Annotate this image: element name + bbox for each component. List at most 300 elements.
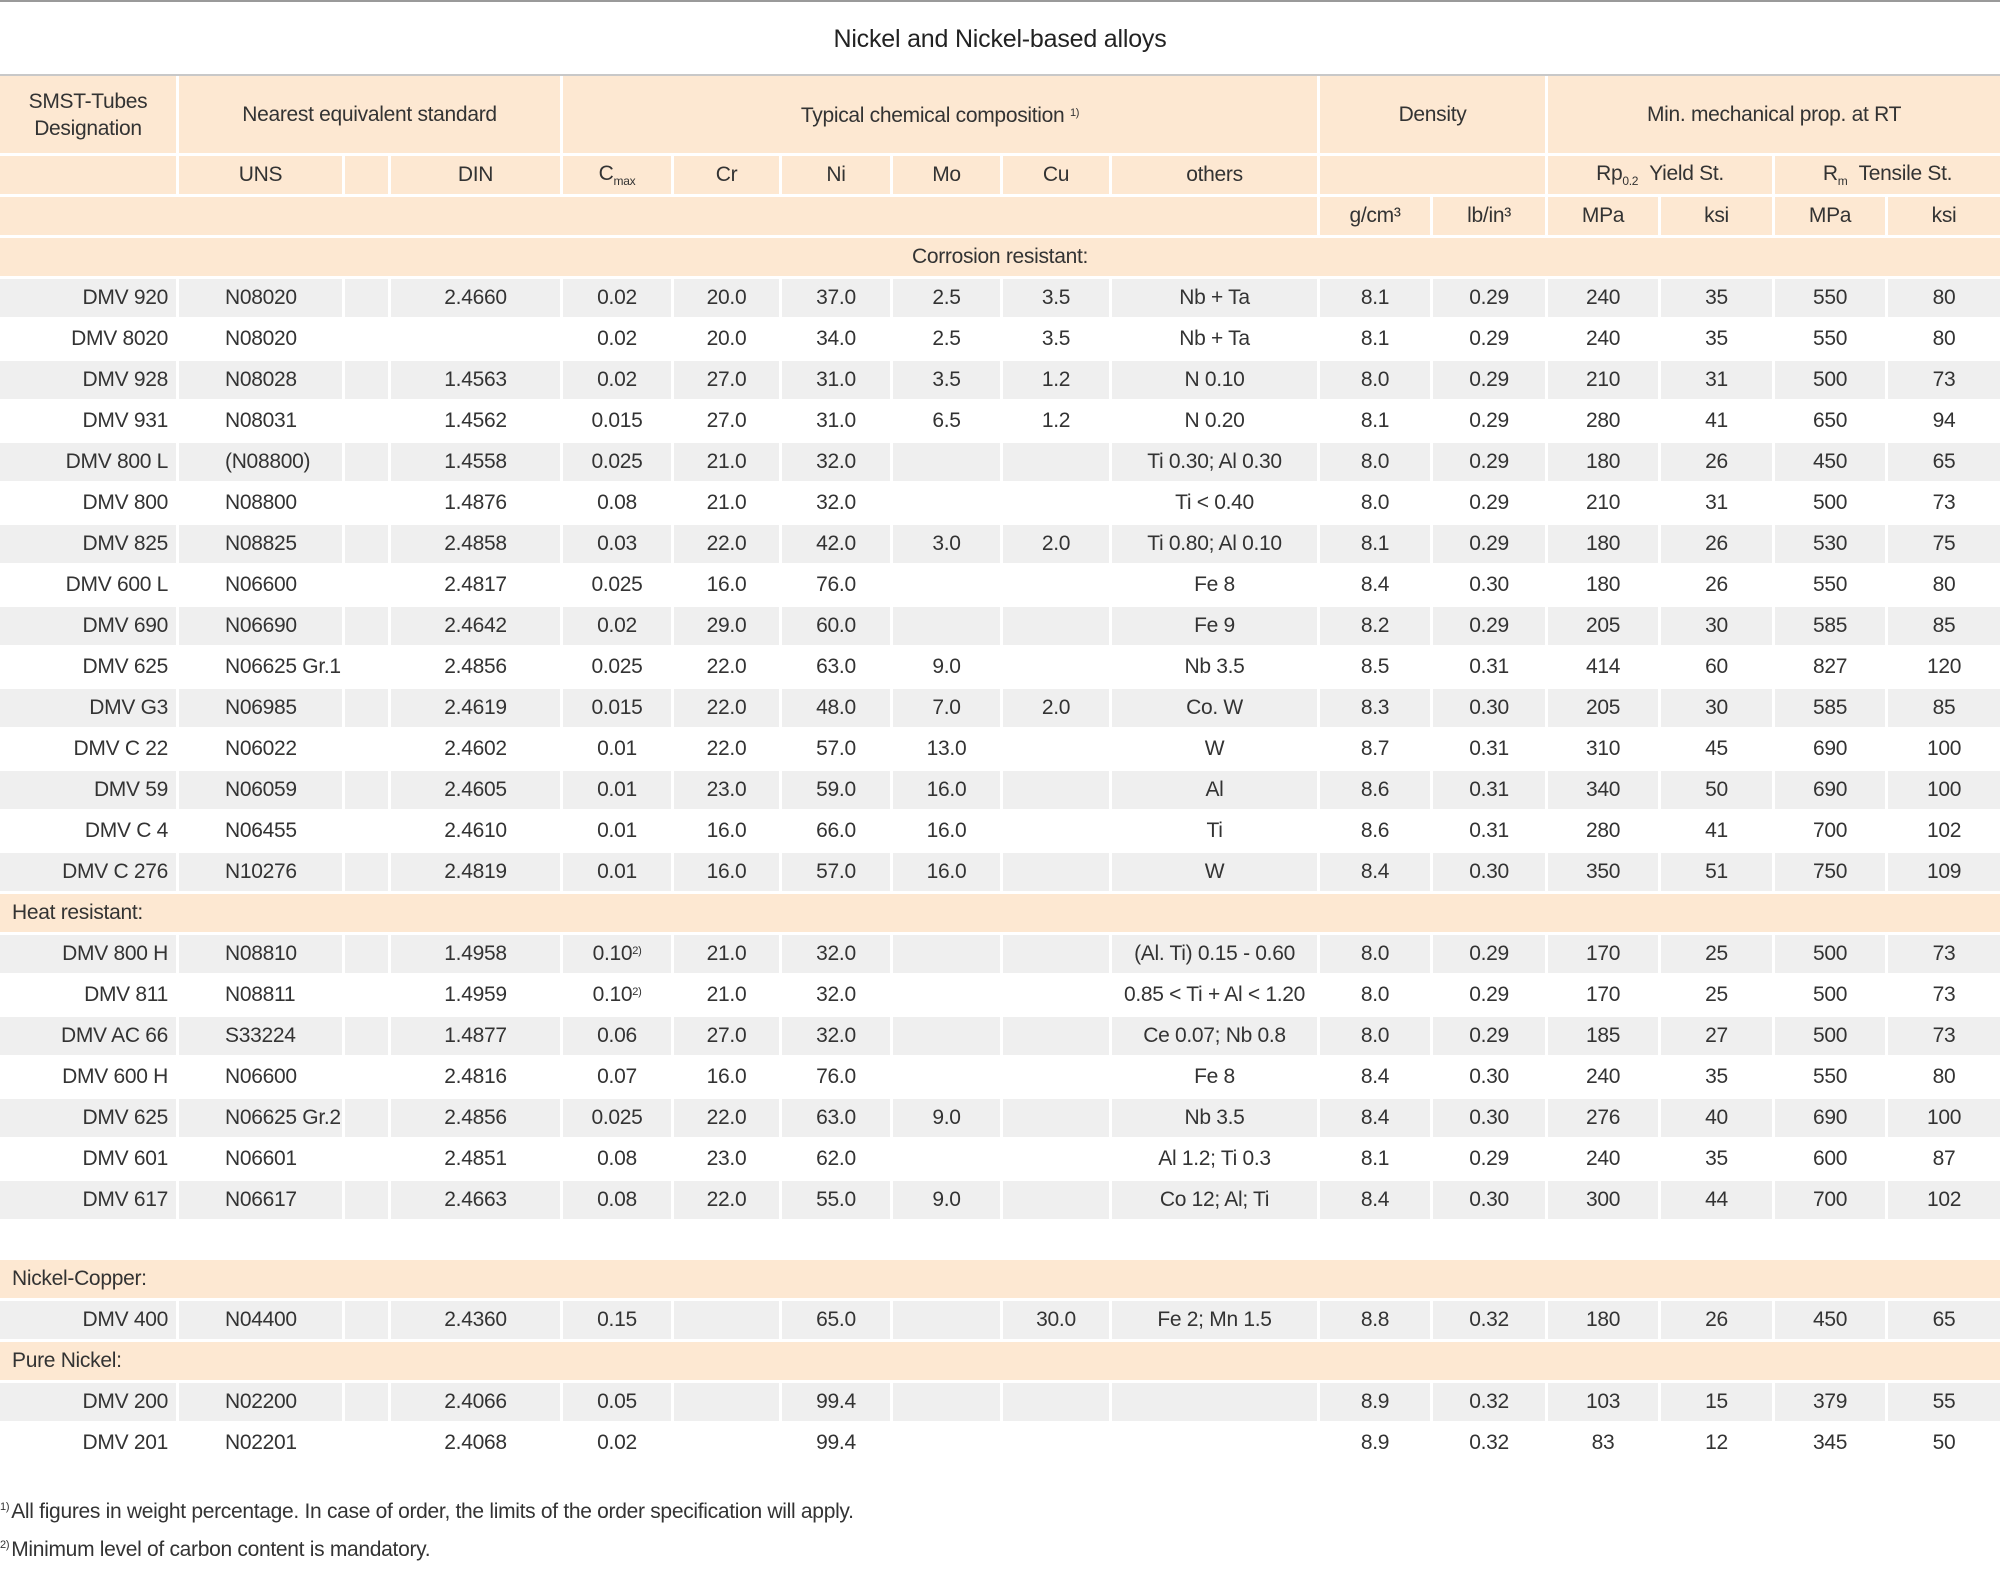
tensile-mpa-cell-value: 500 bbox=[1812, 942, 1848, 965]
carbon-cell-value: 0.05 bbox=[597, 1390, 637, 1413]
din-cell bbox=[391, 935, 563, 976]
tensile-mpa-cell-value: 700 bbox=[1812, 1188, 1848, 1211]
others-cell bbox=[1112, 484, 1320, 525]
footnote-mark: 2) bbox=[632, 945, 642, 957]
din-cell bbox=[391, 279, 563, 320]
tensile-mpa-cell bbox=[1775, 361, 1888, 402]
carbon-cell-value: 0.015 bbox=[591, 696, 643, 719]
copper-cell bbox=[1003, 1383, 1112, 1424]
designation-cell bbox=[0, 935, 179, 976]
chromium-cell-value: 22.0 bbox=[706, 696, 747, 719]
yield-ksi-cell bbox=[1661, 689, 1775, 730]
chromium-cell-value: 23.0 bbox=[706, 1147, 747, 1170]
table-row bbox=[0, 525, 2000, 566]
yield-ksi-cell-value: 26 bbox=[1705, 450, 1728, 473]
density-lbin-cell bbox=[1433, 976, 1548, 1017]
din-cell bbox=[391, 1301, 563, 1342]
designation-cell-value: DMV G3 bbox=[89, 696, 168, 719]
designation-cell bbox=[0, 1301, 179, 1342]
tensile-mpa-cell-value: 379 bbox=[1812, 1390, 1848, 1413]
yield-mpa-cell-value: 210 bbox=[1585, 491, 1621, 514]
designation-cell bbox=[0, 484, 179, 525]
tensile-mpa-cell-value: 500 bbox=[1812, 491, 1848, 514]
molybdenum-cell bbox=[893, 607, 1003, 648]
uns-cell bbox=[179, 853, 345, 894]
nickel-cell bbox=[782, 279, 893, 320]
density-gcm-cell bbox=[1320, 320, 1433, 361]
designation-cell-value: DMV 625 bbox=[82, 655, 168, 678]
spacer-cell bbox=[345, 812, 391, 853]
others-cell bbox=[1112, 361, 1320, 402]
carbon-cell bbox=[563, 1424, 674, 1465]
density-lbin-cell bbox=[1433, 1058, 1548, 1099]
spacer-cell bbox=[345, 1383, 391, 1424]
nickel-cell-value: 32.0 bbox=[816, 1024, 856, 1047]
alloy-table bbox=[0, 76, 2000, 1465]
carbon-cell bbox=[563, 648, 674, 689]
chromium-cell bbox=[674, 1099, 782, 1140]
designation-cell-value: DMV 800 H bbox=[62, 942, 168, 965]
table-row bbox=[0, 730, 2000, 771]
table-row bbox=[0, 402, 2000, 443]
designation-cell-value: DMV AC 66 bbox=[60, 1024, 168, 1047]
nickel-cell bbox=[782, 853, 893, 894]
density-gcm-cell bbox=[1320, 1383, 1433, 1424]
uns-cell bbox=[179, 648, 345, 689]
others-cell bbox=[1112, 320, 1320, 361]
tensile-mpa-cell bbox=[1775, 730, 1888, 771]
carbon-cell bbox=[563, 484, 674, 525]
uns-cell bbox=[179, 812, 345, 853]
table-row bbox=[0, 607, 2000, 648]
tensile-ksi-cell bbox=[1888, 566, 2000, 607]
yield-ksi-cell bbox=[1661, 1099, 1775, 1140]
yield-ksi-cell bbox=[1661, 1058, 1775, 1099]
molybdenum-cell-value: 9.0 bbox=[932, 1106, 961, 1129]
yield-mpa-cell bbox=[1548, 648, 1661, 689]
designation-cell-value: DMV 931 bbox=[82, 409, 168, 432]
tensile-ksi-cell-value: 73 bbox=[1932, 942, 1956, 965]
molybdenum-cell bbox=[893, 1301, 1003, 1342]
cr-header: Cr bbox=[674, 156, 782, 197]
tensile-ksi-cell-value: 65 bbox=[1932, 450, 1956, 473]
din-cell-value: 2.4851 bbox=[444, 1147, 507, 1170]
table-row bbox=[0, 1099, 2000, 1140]
copper-cell bbox=[1003, 1301, 1112, 1342]
carbon-cell bbox=[563, 1301, 674, 1342]
tensile-mpa-cell bbox=[1775, 1383, 1888, 1424]
molybdenum-cell bbox=[893, 730, 1003, 771]
chromium-cell bbox=[674, 525, 782, 566]
chromium-cell bbox=[674, 935, 782, 976]
density-gcm-cell bbox=[1320, 1058, 1433, 1099]
din-cell bbox=[391, 1017, 563, 1058]
yield-ksi-cell-value: 44 bbox=[1705, 1188, 1728, 1211]
yield-ksi-cell-value: 40 bbox=[1705, 1106, 1728, 1129]
yield-ksi-cell-value: 26 bbox=[1705, 1308, 1728, 1331]
uns-cell-value: N06985 bbox=[225, 696, 297, 719]
yield-ksi-cell-value: 31 bbox=[1705, 491, 1728, 514]
nickel-cell bbox=[782, 1099, 893, 1140]
tensile-ksi-cell bbox=[1888, 976, 2000, 1017]
tensile-mpa-cell bbox=[1775, 689, 1888, 730]
section-header-row bbox=[0, 1260, 2000, 1301]
yield-mpa-cell-value: 240 bbox=[1585, 1147, 1621, 1170]
yield-mpa-cell bbox=[1548, 812, 1661, 853]
uns-cell bbox=[179, 1424, 345, 1465]
density-gcm-cell-value: 8.4 bbox=[1360, 573, 1390, 596]
yield-ksi-cell bbox=[1661, 320, 1775, 361]
density-lbin-cell bbox=[1433, 320, 1548, 361]
din-cell-value: 2.4663 bbox=[444, 1188, 507, 1211]
density-gcm-cell-value: 8.0 bbox=[1360, 450, 1390, 473]
chromium-cell-value: 16.0 bbox=[706, 819, 747, 842]
copper-cell-value: 3.5 bbox=[1041, 327, 1071, 350]
yield-ksi-cell bbox=[1661, 935, 1775, 976]
uns-cell-value: N04400 bbox=[225, 1308, 297, 1331]
uns-cell-value: N08800 bbox=[225, 491, 297, 514]
chromium-cell bbox=[674, 1181, 782, 1222]
others-header: others bbox=[1112, 156, 1320, 197]
density-lbin-cell bbox=[1433, 1140, 1548, 1181]
density-header: Density bbox=[1320, 76, 1548, 156]
din-cell-value: 2.4066 bbox=[444, 1390, 507, 1413]
top-rule bbox=[0, 0, 2000, 2]
tensile-ksi-cell-value: 102 bbox=[1926, 1188, 1962, 1211]
designation-cell bbox=[0, 853, 179, 894]
yield-mpa-cell bbox=[1548, 525, 1661, 566]
density-lbin-cell bbox=[1433, 443, 1548, 484]
copper-cell bbox=[1003, 935, 1112, 976]
section-label: Nickel-Copper: bbox=[0, 1260, 2000, 1301]
tensile-ksi-cell-value: 73 bbox=[1932, 983, 1956, 1006]
nickel-cell-value: 48.0 bbox=[816, 696, 856, 719]
yield-mpa-cell bbox=[1548, 771, 1661, 812]
din-cell bbox=[391, 484, 563, 525]
din-cell-value: 1.4563 bbox=[444, 368, 507, 391]
tensile-ksi-cell-value: 100 bbox=[1926, 737, 1962, 760]
tensile-mpa-cell-value: 530 bbox=[1812, 532, 1848, 555]
nickel-cell-value: 99.4 bbox=[816, 1390, 856, 1413]
spacer-cell bbox=[345, 1301, 391, 1342]
carbon-cell bbox=[563, 525, 674, 566]
molybdenum-cell-value: 7.0 bbox=[932, 696, 961, 719]
uns-cell bbox=[179, 607, 345, 648]
din-cell-value: 1.4958 bbox=[444, 942, 507, 965]
nickel-cell bbox=[782, 566, 893, 607]
spacer-cell bbox=[345, 730, 391, 771]
copper-cell bbox=[1003, 607, 1112, 648]
yield-ksi-cell bbox=[1661, 771, 1775, 812]
spacer-cell bbox=[345, 525, 391, 566]
yield-ksi-cell bbox=[1661, 853, 1775, 894]
density-lbin-cell bbox=[1433, 935, 1548, 976]
molybdenum-cell-value: 3.5 bbox=[932, 368, 961, 391]
uns-cell-value: N02201 bbox=[225, 1431, 297, 1454]
nickel-cell bbox=[782, 443, 893, 484]
density-lbin-cell bbox=[1433, 1383, 1548, 1424]
spacer-cell bbox=[345, 1058, 391, 1099]
tensile-mpa-cell bbox=[1775, 853, 1888, 894]
yield-ksi-cell-value: 26 bbox=[1705, 532, 1728, 555]
density-gcm-cell bbox=[1320, 566, 1433, 607]
yield-ksi-cell bbox=[1661, 1424, 1775, 1465]
molybdenum-cell bbox=[893, 566, 1003, 607]
chromium-cell bbox=[674, 1140, 782, 1181]
yield-mpa-cell-value: 170 bbox=[1585, 983, 1621, 1006]
copper-cell-value: 30.0 bbox=[1036, 1308, 1076, 1331]
density-gcm-cell-value: 8.4 bbox=[1360, 1106, 1390, 1129]
spacer-cell bbox=[345, 771, 391, 812]
others-cell-value: Nb 3.5 bbox=[1184, 1106, 1245, 1129]
density-lbin-cell bbox=[1433, 648, 1548, 689]
spacer-cell bbox=[345, 1017, 391, 1058]
nickel-cell bbox=[782, 1017, 893, 1058]
empty-header-cell bbox=[0, 197, 1320, 238]
chromium-cell-value: 22.0 bbox=[706, 532, 747, 555]
others-cell bbox=[1112, 566, 1320, 607]
chromium-cell bbox=[674, 976, 782, 1017]
designation-cell bbox=[0, 607, 179, 648]
designation-cell bbox=[0, 525, 179, 566]
yield-mpa-cell bbox=[1548, 1140, 1661, 1181]
density-lbin-cell bbox=[1433, 607, 1548, 648]
chromium-cell bbox=[674, 1383, 782, 1424]
copper-cell bbox=[1003, 853, 1112, 894]
chromium-cell bbox=[674, 361, 782, 402]
yield-ksi-cell bbox=[1661, 1301, 1775, 1342]
tensile-mpa-cell bbox=[1775, 1424, 1888, 1465]
others-cell-value: Nb + Ta bbox=[1179, 286, 1250, 309]
density-lbin-cell bbox=[1433, 361, 1548, 402]
tensile-mpa-cell bbox=[1775, 484, 1888, 525]
chromium-cell-value: 16.0 bbox=[706, 860, 747, 883]
tensile-ksi-cell bbox=[1888, 1099, 2000, 1140]
density-gcm-cell-value: 8.4 bbox=[1360, 860, 1390, 883]
yield-ksi-cell-value: 27 bbox=[1705, 1024, 1728, 1047]
others-cell-value: Fe 8 bbox=[1194, 1065, 1235, 1088]
uns-cell-value: N06022 bbox=[225, 737, 297, 760]
yield-mpa-cell-value: 280 bbox=[1585, 819, 1621, 842]
others-cell-value: Fe 8 bbox=[1194, 573, 1235, 596]
yield-ksi-cell-value: 15 bbox=[1705, 1390, 1728, 1413]
density-lbin-cell bbox=[1433, 402, 1548, 443]
table-row bbox=[0, 566, 2000, 607]
density-gcm-cell-value: 8.9 bbox=[1360, 1431, 1390, 1454]
tensile-ksi-cell bbox=[1888, 1424, 2000, 1465]
yield-mpa-cell bbox=[1548, 607, 1661, 648]
copper-cell bbox=[1003, 689, 1112, 730]
carbon-cell-value: 0.015 bbox=[591, 409, 643, 432]
density-gcm-cell bbox=[1320, 1017, 1433, 1058]
density-gcm-cell bbox=[1320, 1424, 1433, 1465]
footnote-1: $^{1)}$All figures in weight percentage. In case of order, the limits of the order specification will apply. bbox=[0, 1500, 854, 1523]
molybdenum-cell-value: 9.0 bbox=[932, 655, 961, 678]
yield-ksi-cell-value: 30 bbox=[1705, 614, 1728, 637]
uns-cell-value: N06600 bbox=[225, 573, 297, 596]
copper-cell-value: 2.0 bbox=[1041, 532, 1071, 555]
section-label: Corrosion resistant: bbox=[0, 238, 2000, 279]
tensile-mpa-cell-value: 500 bbox=[1812, 983, 1848, 1006]
density-gcm-cell bbox=[1320, 402, 1433, 443]
designation-cell-value: DMV 601 bbox=[82, 1147, 168, 1170]
uns-cell-value: N08020 bbox=[225, 327, 297, 350]
din-cell-value: 2.4068 bbox=[444, 1431, 507, 1454]
yield-ksi-cell bbox=[1661, 1181, 1775, 1222]
yield-ksi-cell-value: 35 bbox=[1705, 1147, 1728, 1170]
table-row bbox=[0, 1140, 2000, 1181]
spacer-cell bbox=[345, 853, 391, 894]
uns-cell bbox=[179, 771, 345, 812]
yield-ksi-cell bbox=[1661, 730, 1775, 771]
din-cell bbox=[391, 730, 563, 771]
din-cell-value: 2.4816 bbox=[444, 1065, 507, 1088]
tensile-mpa-cell-value: 550 bbox=[1812, 1065, 1848, 1088]
designation-cell bbox=[0, 566, 179, 607]
nickel-cell bbox=[782, 771, 893, 812]
tensile-ksi-cell-value: 109 bbox=[1926, 860, 1962, 883]
density-lbin-cell-value: 0.31 bbox=[1469, 778, 1509, 801]
uns-cell bbox=[179, 976, 345, 1017]
molybdenum-cell bbox=[893, 443, 1003, 484]
uns-cell bbox=[179, 361, 345, 402]
uns-cell-value: N06600 bbox=[225, 1065, 297, 1088]
table-row bbox=[0, 320, 2000, 361]
density-lbin-cell-value: 0.29 bbox=[1469, 286, 1509, 309]
chromium-cell bbox=[674, 566, 782, 607]
molybdenum-cell-value: 16.0 bbox=[926, 778, 967, 801]
yield-ksi-cell-value: 31 bbox=[1705, 368, 1728, 391]
designation-cell bbox=[0, 1424, 179, 1465]
carbon-cell-value: 0.07 bbox=[597, 1065, 637, 1088]
uns-cell bbox=[179, 279, 345, 320]
yield-mpa-cell-value: 350 bbox=[1585, 860, 1621, 883]
spacer-cell bbox=[345, 1140, 391, 1181]
uns-cell bbox=[179, 1383, 345, 1424]
molybdenum-cell bbox=[893, 812, 1003, 853]
din-cell bbox=[391, 1058, 563, 1099]
designation-cell-value: DMV 617 bbox=[82, 1188, 168, 1211]
others-cell-value: Ti bbox=[1206, 819, 1223, 842]
carbon-cell bbox=[563, 402, 674, 443]
yield-ksi-cell-value: 60 bbox=[1705, 655, 1728, 678]
density-gcm-cell-value: 8.1 bbox=[1360, 532, 1390, 555]
chromium-cell-value: 23.0 bbox=[706, 778, 747, 801]
tensile-mpa-cell-value: 690 bbox=[1812, 737, 1848, 760]
nickel-cell bbox=[782, 1383, 893, 1424]
designation-cell bbox=[0, 730, 179, 771]
tensile-ksi-cell bbox=[1888, 607, 2000, 648]
uns-cell-value: N06625 Gr.1 bbox=[225, 655, 341, 678]
density-gcm-cell bbox=[1320, 1181, 1433, 1222]
section-label: Pure Nickel: bbox=[0, 1342, 2000, 1383]
yield-mpa-cell-value: 180 bbox=[1585, 532, 1621, 555]
chromium-cell bbox=[674, 279, 782, 320]
others-cell-value: Fe 2; Mn 1.5 bbox=[1157, 1308, 1272, 1331]
others-cell-value: N 0.10 bbox=[1184, 368, 1245, 391]
yield-mpa-cell-value: 300 bbox=[1585, 1188, 1621, 1211]
others-cell bbox=[1112, 1424, 1320, 1465]
density-lbin-cell bbox=[1433, 771, 1548, 812]
carbon-cell bbox=[563, 1099, 674, 1140]
din-cell bbox=[391, 320, 563, 361]
carbon-cell bbox=[563, 279, 674, 320]
yield-mpa-cell bbox=[1548, 1058, 1661, 1099]
others-cell-value: Nb 3.5 bbox=[1184, 655, 1245, 678]
table-row bbox=[0, 1383, 2000, 1424]
tensile-ksi-cell bbox=[1888, 1140, 2000, 1181]
nickel-cell-value: 32.0 bbox=[816, 942, 856, 965]
others-cell bbox=[1112, 1181, 1320, 1222]
tensile-ksi-cell bbox=[1888, 525, 2000, 566]
chromium-cell-value: 20.0 bbox=[706, 327, 747, 350]
copper-cell-value: 3.5 bbox=[1041, 286, 1071, 309]
yield-mpa-cell bbox=[1548, 935, 1661, 976]
others-cell-value: Al bbox=[1205, 778, 1224, 801]
designation-cell-value: DMV 400 bbox=[82, 1308, 168, 1331]
molybdenum-cell bbox=[893, 402, 1003, 443]
density-lbin-cell bbox=[1433, 812, 1548, 853]
density-gcm-cell-value: 8.5 bbox=[1360, 655, 1390, 678]
nickel-cell bbox=[782, 648, 893, 689]
density-gcm-cell bbox=[1320, 607, 1433, 648]
yield-mpa-cell-value: 170 bbox=[1585, 942, 1621, 965]
empty-header-cell bbox=[345, 156, 391, 197]
carbon-cell-value: 0.08 bbox=[597, 491, 637, 514]
din-cell-value: 2.4602 bbox=[444, 737, 507, 760]
tensile-mpa-cell bbox=[1775, 1140, 1888, 1181]
uns-cell-value: S33224 bbox=[225, 1024, 296, 1047]
tensile-ksi-cell-value: 102 bbox=[1926, 819, 1962, 842]
section-header-row bbox=[0, 894, 2000, 935]
carbon-cell bbox=[563, 1017, 674, 1058]
table-row bbox=[0, 1301, 2000, 1342]
tensile-mpa-cell-value: 600 bbox=[1812, 1147, 1848, 1170]
density-lbin-cell-value: 0.32 bbox=[1469, 1308, 1509, 1331]
chromium-cell bbox=[674, 402, 782, 443]
tensile-ksi-cell bbox=[1888, 730, 2000, 771]
yield-mpa-cell-value: 276 bbox=[1585, 1106, 1621, 1129]
yield-ksi-cell-value: 41 bbox=[1705, 819, 1728, 842]
yield-ksi-cell bbox=[1661, 976, 1775, 1017]
yield-mpa-cell bbox=[1548, 361, 1661, 402]
chromium-cell bbox=[674, 853, 782, 894]
tensile-mpa-cell-value: 345 bbox=[1812, 1431, 1848, 1454]
yield-mpa-cell bbox=[1548, 976, 1661, 1017]
chromium-cell-value: 21.0 bbox=[706, 983, 747, 1006]
carbon-cell bbox=[563, 566, 674, 607]
others-cell bbox=[1112, 1301, 1320, 1342]
tensile-ksi-cell-value: 73 bbox=[1932, 368, 1956, 391]
chromium-cell bbox=[674, 1301, 782, 1342]
tensile-mpa-cell bbox=[1775, 279, 1888, 320]
table-row bbox=[0, 648, 2000, 689]
carbon-cell-value: 0.10 bbox=[592, 983, 633, 1006]
carbon-cell-value: 0.02 bbox=[597, 614, 637, 637]
nickel-cell-value: 37.0 bbox=[816, 286, 856, 309]
copper-cell bbox=[1003, 648, 1112, 689]
spacer-cell bbox=[345, 361, 391, 402]
tensile-mpa-cell bbox=[1775, 976, 1888, 1017]
others-cell bbox=[1112, 1058, 1320, 1099]
density-gcm-cell-value: 8.4 bbox=[1360, 1188, 1390, 1211]
others-cell-value: Al 1.2; Ti 0.3 bbox=[1158, 1147, 1271, 1170]
composition-header: Typical chemical composition $^{1)}$ bbox=[563, 76, 1320, 156]
yield-mpa-cell-value: 103 bbox=[1585, 1390, 1621, 1413]
uns-cell-value: N06617 bbox=[225, 1188, 297, 1211]
density-gcm-cell bbox=[1320, 279, 1433, 320]
uns-cell bbox=[179, 730, 345, 771]
